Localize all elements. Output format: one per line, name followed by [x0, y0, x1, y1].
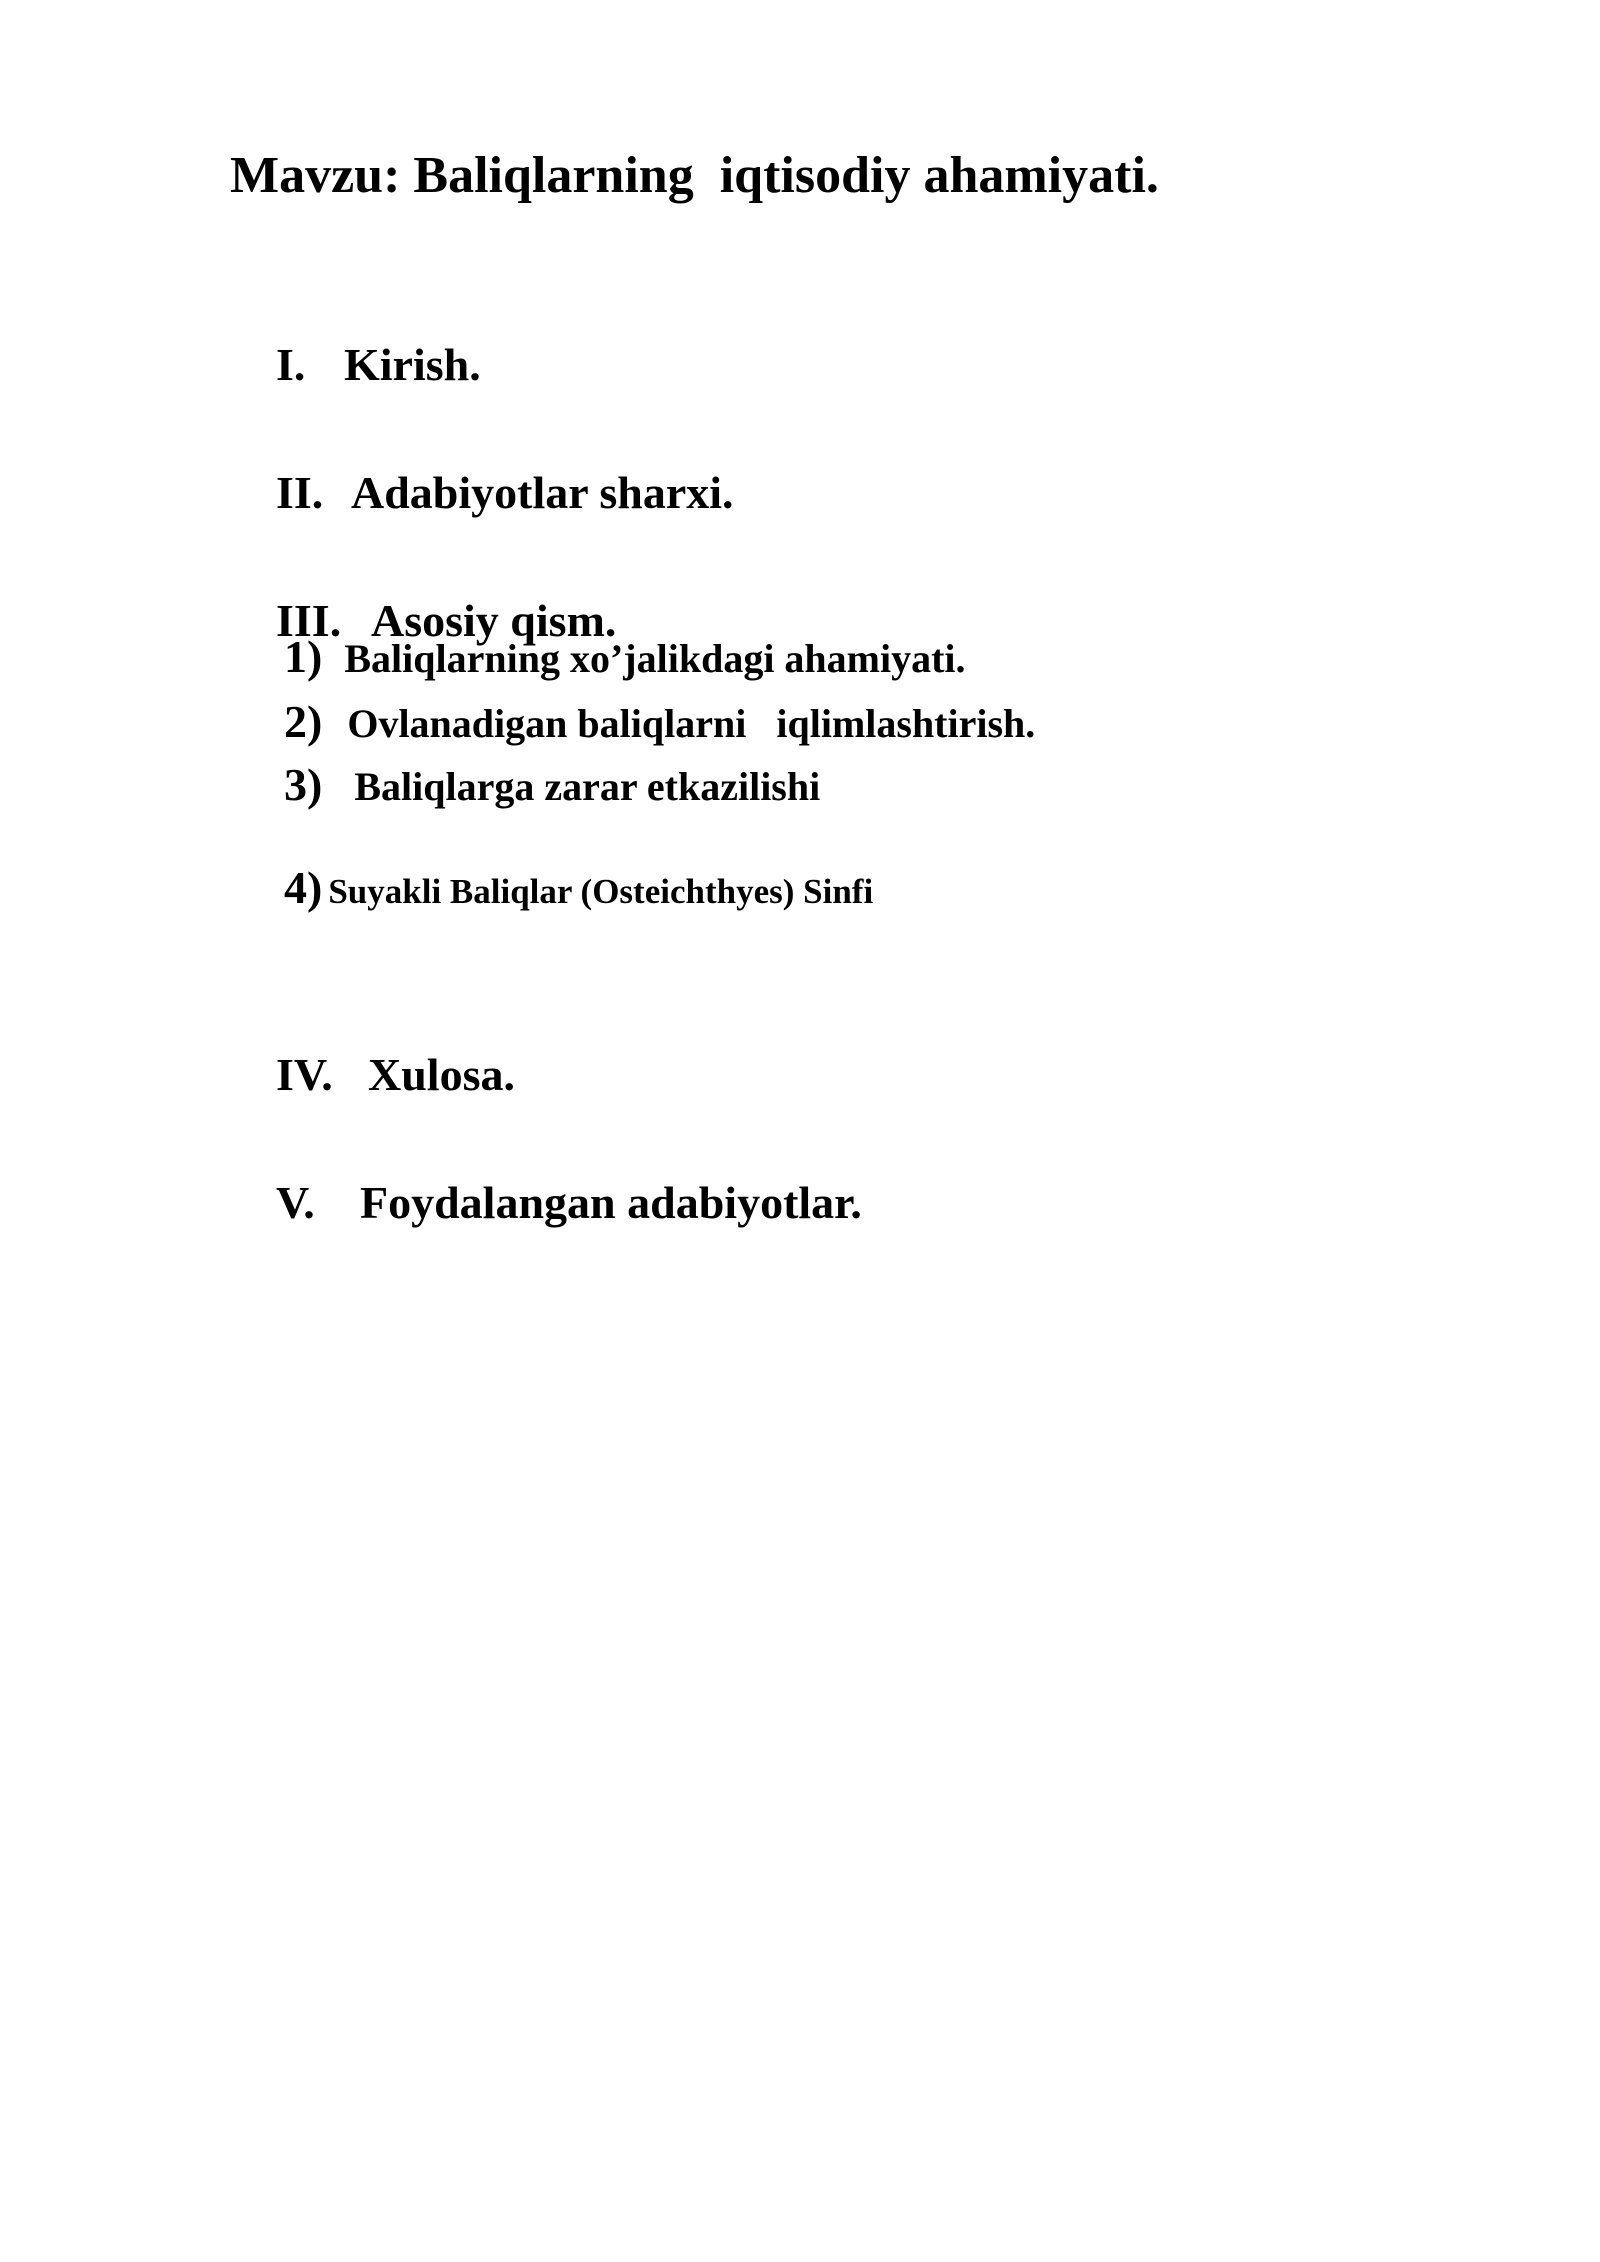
section-kirish — [230, 296, 481, 434]
subsection-number: 3) — [284, 759, 323, 810]
section-adabiyotlar-sharxi — [230, 424, 734, 562]
section-number: I. — [276, 339, 306, 390]
subsection-item-4 — [268, 849, 873, 927]
subsection-number: 4) — [284, 862, 323, 913]
subsection-number: 2) — [284, 696, 323, 747]
subsection-label: Baliqlarning xo’jalikdagi ahamiyati. — [344, 636, 966, 681]
subsection-number: 1) — [284, 631, 323, 682]
section-number: III. — [276, 595, 342, 646]
subsection-item-3 — [268, 746, 820, 824]
section-label: Xulosa. — [368, 1049, 515, 1100]
page-title: Mavzu: Baliqlarning iqtisodiy ahamiyati. — [230, 147, 1159, 204]
subsection-label: Suyakli Baliqlar (Osteichthyes) Sinfi — [328, 872, 874, 911]
section-label: Adabiyotlar sharxi. — [351, 467, 734, 518]
section-number: V. — [276, 1177, 315, 1228]
subsection-label: Baliqlarga zarar etkazilishi — [344, 764, 821, 809]
section-number: II. — [276, 467, 324, 518]
section-label: Asosiy qism. — [371, 595, 617, 646]
section-foydalangan-adabiyotlar — [230, 1134, 862, 1272]
section-label: Kirish. — [344, 339, 481, 390]
subsection-label: Ovlanadigan baliqlarni iqlimlashtirish. — [347, 701, 1036, 746]
section-number: IV. — [276, 1049, 333, 1100]
section-xulosa — [230, 1006, 515, 1144]
section-label: Foydalangan adabiyotlar. — [360, 1177, 862, 1228]
